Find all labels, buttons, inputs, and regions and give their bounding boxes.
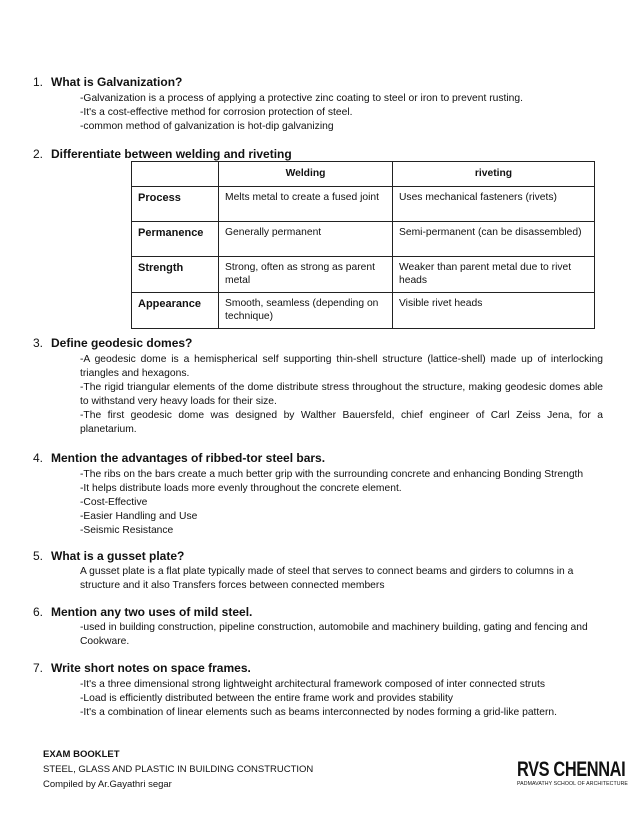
logo-subtitle: PADMAVATHY SCHOOL OF ARCHITECTURE: [517, 781, 628, 787]
footer-subject: STEEL, GLASS AND PLASTIC IN BUILDING CONSTRUCTION: [43, 764, 314, 775]
riveting-cell: Semi-permanent (can be disassembled): [393, 222, 595, 257]
question-title: 5. What is a gusset plate?: [33, 549, 185, 563]
table-row: [132, 257, 595, 293]
answer-line: -It's a three dimensional strong lightweight architectural framework composed of inter connected struts: [80, 679, 545, 690]
answer-line: -Easier Handling and Use: [80, 511, 198, 522]
welding-cell: Smooth, seamless (depending on technique): [219, 293, 393, 329]
school-logo: [517, 758, 628, 788]
answer-line: A gusset plate is a flat plate typically made of steel that serves to connect beams and girders to columns in a structure and it also Transfers forces between connected members: [80, 566, 574, 591]
answer-line: -A geodesic dome is a hemispherical self supporting thin-shell structure (lattice-shell) made up of interlocking triangles and hexagons.: [80, 354, 603, 379]
question-6: [33, 604, 603, 649]
table-header: [132, 162, 219, 187]
question-2: [33, 146, 603, 162]
footer: [43, 747, 313, 792]
question-title: 4. Mention the advantages of ribbed-tor steel bars.: [33, 451, 326, 465]
question-title: 6. Mention any two uses of mild steel.: [33, 605, 253, 619]
row-label: Strength: [132, 257, 219, 293]
table-row: [132, 187, 595, 222]
footer-booklet: EXAM BOOKLET: [43, 749, 120, 760]
welding-cell: Melts metal to create a fused joint: [219, 187, 393, 222]
footer-compiled: Compiled by Ar.Gayathri segar: [43, 779, 172, 790]
welding-cell: Strong, often as strong as parent metal: [219, 257, 393, 293]
question-title: 3. Define geodesic domes?: [33, 336, 193, 350]
answer: [80, 621, 603, 649]
answer-line: -used in building construction, pipeline construction, automobile and machinery building, gating and fencing and Cookware.: [80, 622, 588, 647]
answer-line: -Galvanization is a process of applying a protective zinc coating to steel or iron to prevent rusting.: [80, 93, 523, 104]
answer-line: -Cost-Effective: [80, 497, 148, 508]
row-label: Process: [132, 187, 219, 222]
answer-line: -The first geodesic dome was designed by Walther Bauersfeld, chief engineer of Carl Zeiss Jena, for a planetarium.: [80, 410, 603, 435]
riveting-cell: Weaker than parent metal due to rivet heads: [393, 257, 595, 293]
answer-line: -common method of galvanization is hot-dip galvanizing: [80, 121, 334, 132]
row-label: Appearance: [132, 293, 219, 329]
question-title: 1. What is Galvanization?: [33, 75, 183, 89]
question-7: [33, 660, 603, 720]
table-header: riveting: [393, 162, 595, 187]
question-1: [33, 74, 603, 134]
question-title: 7. Write short notes on space frames.: [33, 661, 251, 675]
logo-main-text: RVS CHENNAI: [517, 758, 626, 781]
answer-line: -Seismic Resistance: [80, 525, 174, 536]
welding-cell: Generally permanent: [219, 222, 393, 257]
question-3: [33, 335, 603, 437]
answer-line: -Load is efficiently distributed between the entire frame work and provides stability: [80, 693, 453, 704]
question-title: 2. Differentiate between welding and riveting: [33, 147, 292, 161]
table-row: [132, 222, 595, 257]
table-row: [132, 293, 595, 329]
answer-line: -The rigid triangular elements of the dome distribute stress throughout the structure, making geodesic domes able to withstand very heavy loads for their size.: [80, 382, 603, 407]
answer: [80, 678, 603, 720]
answer-line: -It's a cost-effective method for corrosion protection of steel.: [80, 107, 353, 118]
answer-line: -It's a combination of linear elements such as beams interconnected by nodes forming a grid-like pattern.: [80, 707, 558, 718]
comparison-table: [131, 161, 595, 329]
riveting-cell: Visible rivet heads: [393, 293, 595, 329]
answer: [80, 353, 603, 437]
table-header-row: [132, 162, 595, 187]
row-label: Permanence: [132, 222, 219, 257]
answer-line: -The ribs on the bars create a much better grip with the surrounding concrete and enhancing Bonding Strength: [80, 469, 584, 480]
answer: [80, 565, 603, 593]
answer: [80, 92, 603, 134]
question-4: [33, 450, 603, 538]
answer: [80, 468, 603, 538]
riveting-cell: Uses mechanical fasteners (rivets): [393, 187, 595, 222]
question-5: [33, 548, 603, 593]
table-header: Welding: [219, 162, 393, 187]
answer-line: -It helps distribute loads more evenly throughout the concrete element.: [80, 483, 402, 494]
